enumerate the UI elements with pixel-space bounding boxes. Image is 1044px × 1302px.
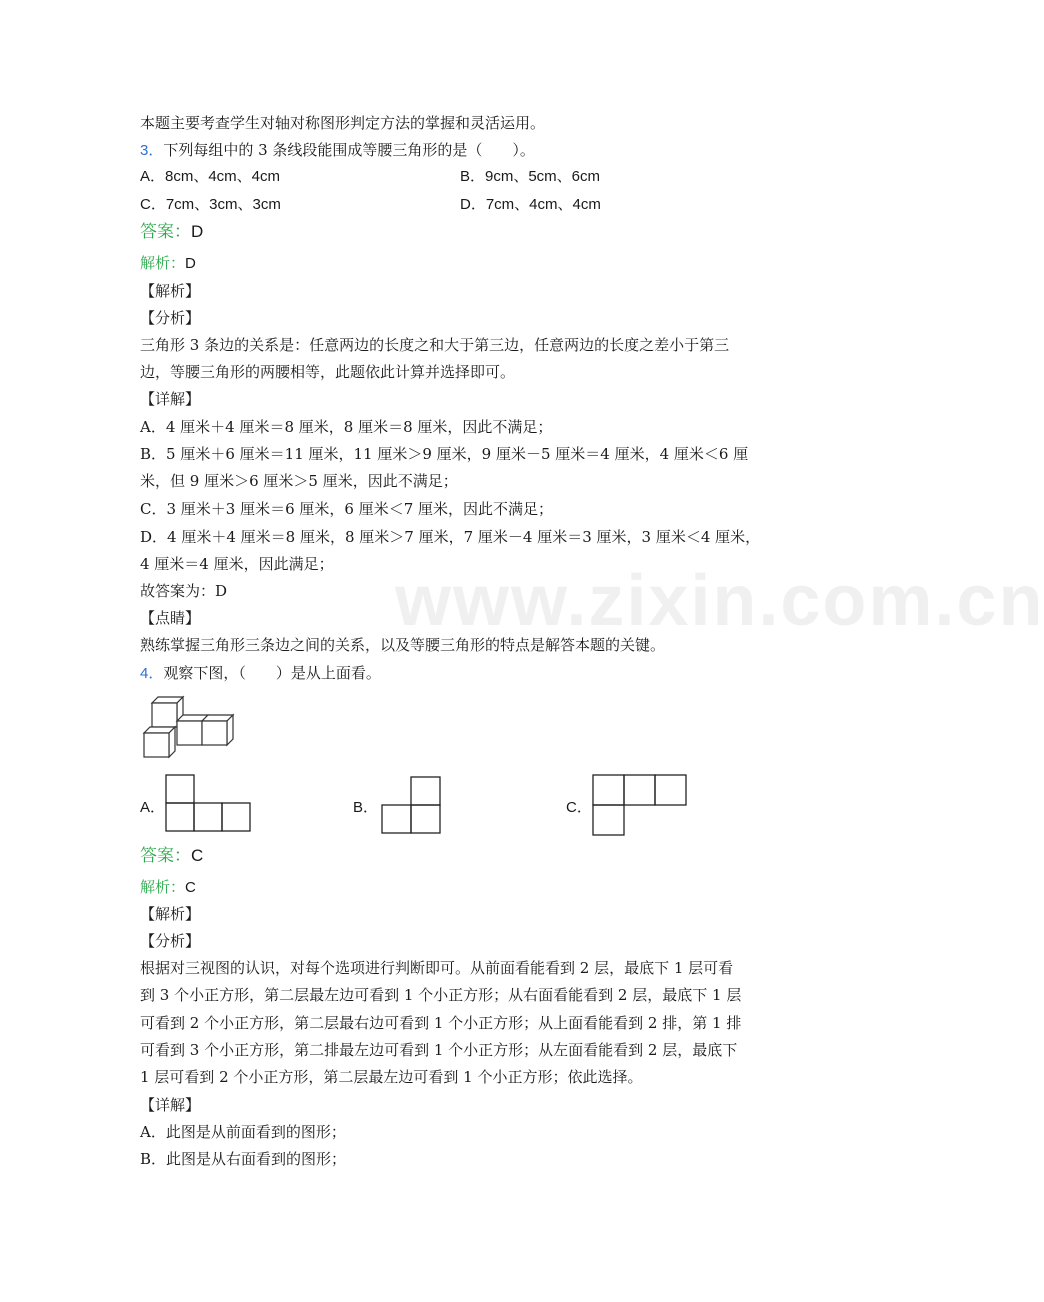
q4-number: 4． <box>140 665 164 682</box>
watermark: www.zixin.com.cn <box>395 561 1044 641</box>
q4-option-a-figure <box>165 774 251 832</box>
q3-analysis-line: 三角形 3 条边的关系是：任意两边的长度之和大于第三边，任意两边的长度之差小于第三 <box>140 336 730 354</box>
q3-question <box>140 140 535 161</box>
q4-explain-value: C <box>185 879 196 896</box>
q4-analysis-line: 根据对三视图的认识，对每个选项进行判断即可。从前面看能看到 2 层，最底下 1 层可看 <box>140 959 734 977</box>
q3-dianjing-heading: 【点睛】 <box>140 609 201 627</box>
q4-answer <box>140 846 203 866</box>
intro-line: 本题主要考查学生对轴对称图形判定方法的掌握和灵活运用。 <box>140 114 546 132</box>
q4-analysis-line: 1 层可看到 2 个小正方形，第二层最左边可看到 1 个小正方形；依此选择。 <box>140 1068 643 1086</box>
q4-analysis-line: 可看到 2 个小正方形，第二层最右边可看到 1 个小正方形；从上面看能看到 2 排，第 1 排 <box>140 1014 742 1032</box>
q4-option-c-figure <box>592 774 688 836</box>
q3-answer-label: 答案： <box>140 222 191 242</box>
q3-option-c: C．7cm、3cm、3cm <box>140 196 281 213</box>
q3-jiexi-heading: 【解析】 <box>140 282 201 300</box>
q3-fenxi-heading: 【分析】 <box>140 309 201 327</box>
q3-option-a: A．8cm、4cm、4cm <box>140 168 281 185</box>
q4-answer-value: C <box>191 846 204 865</box>
q3-answer-value: D <box>191 222 204 241</box>
q3-detail-line: C．3 厘米＋3 厘米＝6 厘米，6 厘米＜7 厘米，因此不满足； <box>140 500 554 518</box>
q3-option-b: B．9cm、5cm、6cm <box>460 168 601 185</box>
q3-option-d: D．7cm、4cm、4cm <box>460 196 601 213</box>
q3-summary: 熟练掌握三角形三条边之间的关系，以及等腰三角形的特点是解答本题的关键。 <box>140 636 666 654</box>
q4-explain <box>140 877 196 898</box>
q4-analysis-line: 可看到 3 个小正方形，第二排最左边可看到 1 个小正方形；从左面看能看到 2 层，最底下 <box>140 1041 738 1059</box>
q4-option-a-label: A． <box>140 799 166 816</box>
q4-analysis-line: 到 3 个小正方形，第二层最左边可看到 1 个小正方形；从右面看能看到 2 层，最底下 1 层 <box>140 986 742 1004</box>
q3-explain-label: 解析： <box>140 254 186 272</box>
q4-explain-label: 解析： <box>140 878 186 896</box>
q4-fenxi-heading: 【分析】 <box>140 932 201 950</box>
q4-question <box>140 663 381 684</box>
q4-detail-line: A．此图是从前面看到的图形； <box>140 1123 346 1141</box>
q4-answer-label: 答案： <box>140 846 191 866</box>
q3-detail-line: 4 厘米＝4 厘米，因此满足； <box>140 555 334 573</box>
q3-number: 3． <box>140 142 164 159</box>
q3-stem: 下列每组中的 3 条线段能围成等腰三角形的是（ ）。 <box>163 141 535 159</box>
q3-detail-line: B．5 厘米＋6 厘米＝11 厘米，11 厘米＞9 厘米，9 厘米－5 厘米＝4 厘米，4 厘米＜6 厘 <box>140 445 749 463</box>
cube-stack-figure <box>140 688 240 758</box>
q3-detail-line: D．4 厘米＋4 厘米＝8 厘米，8 厘米＞7 厘米，7 厘米－4 厘米＝3 厘米，3 厘米＜4 厘米， <box>140 528 761 546</box>
q3-detail-line: 米，但 9 厘米＞6 厘米＞5 厘米，因此不满足； <box>140 472 458 490</box>
q4-option-b-figure <box>381 776 441 834</box>
q4-jiexi-heading: 【解析】 <box>140 905 201 923</box>
q3-explain <box>140 253 196 274</box>
q3-xiangjie-heading: 【详解】 <box>140 390 201 408</box>
q4-xiangjie-heading: 【详解】 <box>140 1096 201 1114</box>
q3-answer <box>140 222 203 242</box>
q4-option-c-label: C． <box>566 799 592 816</box>
q3-explain-value: D <box>185 255 196 272</box>
q4-stem: 观察下图，（ ）是从上面看。 <box>163 664 381 682</box>
q3-analysis-line: 边，等腰三角形的两腰相等，此题依此计算并选择即可。 <box>140 363 516 381</box>
q4-option-b-label: B． <box>353 799 379 816</box>
q3-conclusion: 故答案为：D <box>140 582 228 600</box>
q3-detail-line: A．4 厘米＋4 厘米＝8 厘米，8 厘米＝8 厘米，因此不满足； <box>140 418 553 436</box>
q4-detail-line: B．此图是从右面看到的图形； <box>140 1150 347 1168</box>
